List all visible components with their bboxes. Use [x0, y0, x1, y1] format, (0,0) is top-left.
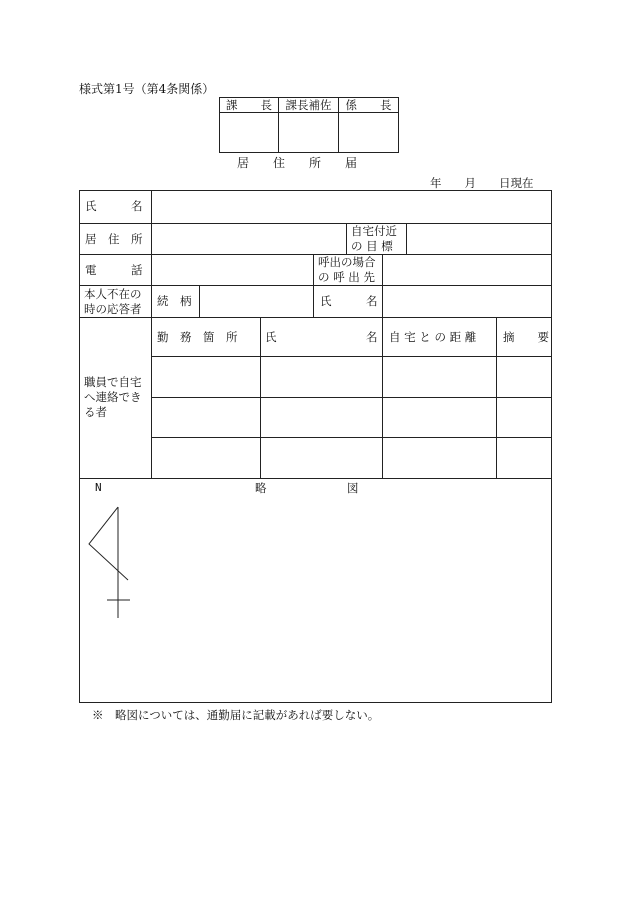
staff-name-header-right: 名 [366, 330, 378, 344]
relation-label: 続 柄 [157, 294, 192, 308]
main-form-table [79, 190, 552, 703]
distance-header: 自 宅 と の 距 離 [389, 330, 477, 344]
approval-header-section-chief: 課 長 [226, 98, 272, 112]
staff-label-3: る者 [84, 405, 107, 419]
map-title: 略 図 [255, 481, 359, 495]
phone-label: 電 話 [85, 263, 143, 277]
form-number: 様式第1号（第4条関係） [79, 82, 215, 96]
landmark-label-2: の 目 標 [351, 239, 393, 253]
name-label: 氏 名 [85, 199, 143, 213]
landmark-label-1: 自宅付近 [351, 224, 397, 238]
staff-label-1: 職員で自宅 [84, 375, 142, 389]
north-label: N [95, 481, 102, 494]
approval-header-deputy: 課長補佐 [285, 98, 332, 112]
staff-label-2: へ連絡でき [84, 390, 142, 404]
remarks-header: 摘 要 [503, 330, 549, 344]
responder-name-label: 氏 名 [320, 294, 378, 308]
workplace-header: 勤 務 箇 所 [157, 330, 238, 344]
address-label: 居 住 所 [85, 232, 143, 246]
absent-label-2: 時の応答者 [84, 302, 142, 316]
approval-header-subsection-chief: 係 長 [345, 98, 392, 112]
absent-label-1: 本人不在の [84, 287, 142, 301]
page-title: 居 住 所 届 [237, 156, 358, 170]
north-arrow-icon [80, 500, 140, 625]
call-label-1: 呼出の場合 [318, 255, 376, 269]
call-label-2: の 呼 出 先 [318, 270, 375, 284]
date-line: 年 月 日現在 [430, 176, 534, 190]
footnote: ※ 略図については、通勤届に記載があれば要しない。 [92, 708, 380, 722]
staff-name-header-left: 氏 [265, 330, 277, 344]
